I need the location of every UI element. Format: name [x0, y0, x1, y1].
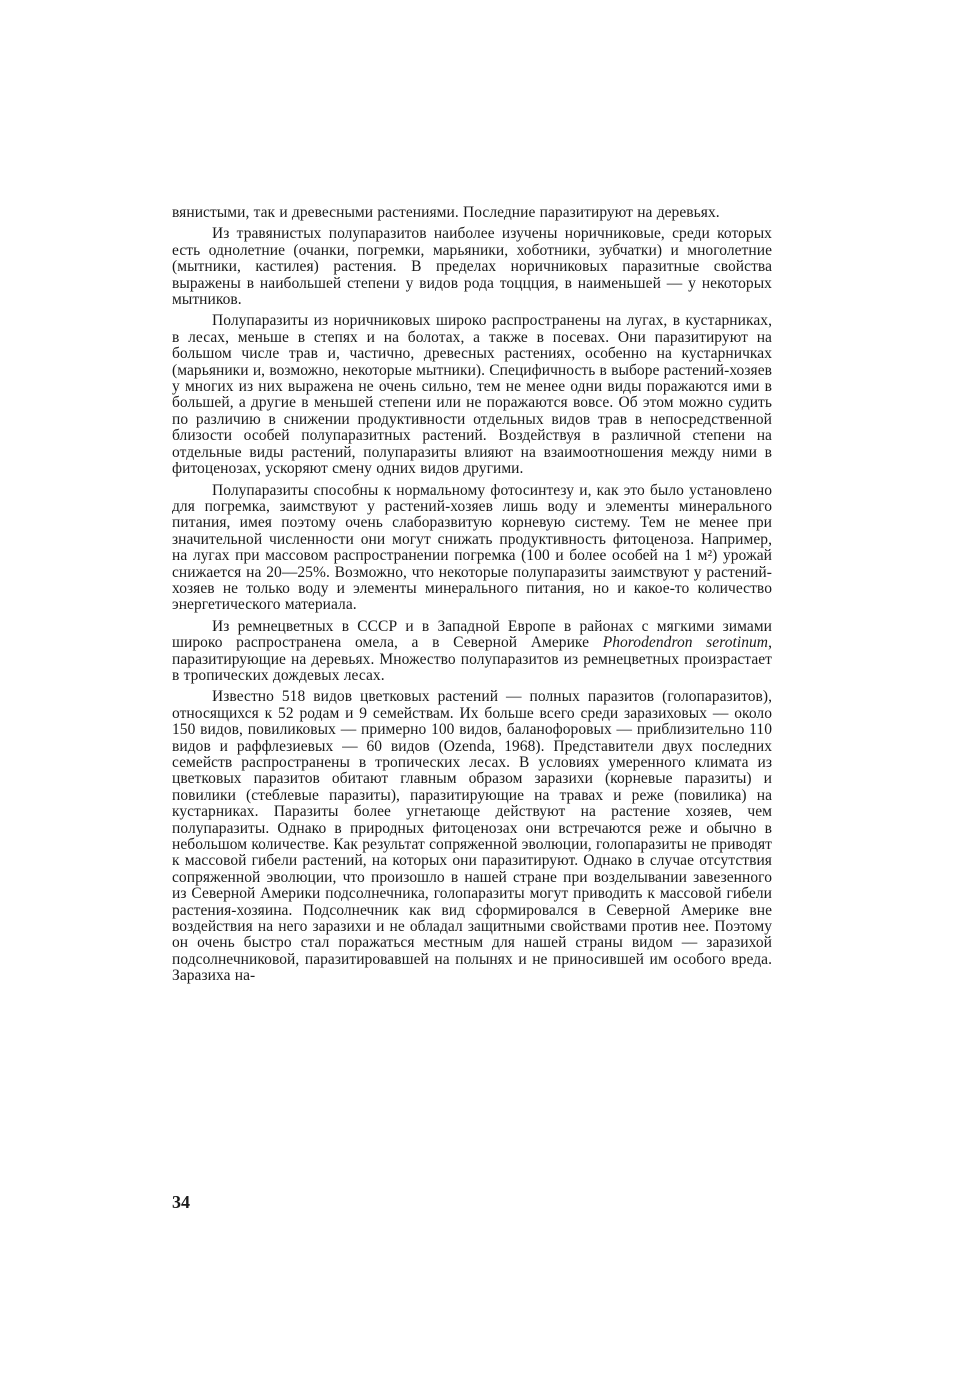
- paragraph-5: [172, 619, 772, 685]
- paragraph-1: вянистыми, так и древесными растениями. Последние паразитируют на деревьях.: [172, 204, 720, 221]
- paragraph-2: Из травянистых полупаразитов наиболее изучены норичниковые, среди которых есть однолетние (очанки, погремки, марьяники, хоботники, зубчатки) и многолетние (мытники, кастилея) растения. В пределах норичниковых паразитные свойства выражены в наибольшей степени у видов рода тоццция, в наименьшей — у некоторых мытников.: [172, 225, 772, 309]
- paragraph-4: Полупаразиты способны к нормальному фотосинтезу и, как это было установлено для погремка, заимствуют у растений-хозяев лишь воду и элементы минерального питания, имея поэтому очень слаборазвитую корневую систему. Тем не менее при значительной численности они могут снижать продуктивность фитоценоза. Например, на лугах при массовом распространении погремка (100 и более особей на 1 м²) урожай снижается на 20—25%. Возможно, что некоторые полупаразиты заимствуют у растений-хозяев не только воду и элементы минерального питания, но и какое-то количество энергетического материала.: [172, 481, 772, 614]
- paragraph-5-text-before: Из ремнецветных в СССР и в Западной Европе в районах с мягкими зимами широко распространена омела, а в Северной Америке: [172, 617, 772, 652]
- paragraph-6: Известно 518 видов цветковых растений — полных паразитов (голопаразитов), относящихся к 52 родам и 9 семействам. Их больше всего среди заразиховых — около 150 видов, повиликовых — примерно 100 видов, баланофоровых — приблизительно 110 видов и раффлезиевых — 60 видов (Ozenda, 1968). Представители двух последних семейств распространены в тропических лесах. В условиях умеренного климата из цветковых паразитов обитают главным образом заразихи (корневые паразиты) и повилики (стеблевые паразиты), паразитирующие на травах и реже (повилика) на кустарниках. Паразиты более угнетающе действуют на растение хозяев, чем полупаразиты. Однако в природных фитоценозах они встречаются реже и обычно в небольшом количестве. Как результат сопряженной эволюции, голопаразиты не приводят к массовой гибели растений, на которых они паразитируют. Однако в случае отсутствия сопряженной эволюции, что произошло в нашей стране при возделывании завезенного из Северной Америки подсолнечника, голопаразиты могут приводить к массовой гибели растения-хозяина. Подсолнечник как вид сформировался в Северной Америке вне воздействия на него заразихи и не обладал защитными свойствами против нее. Поэтому он очень быстро стал поражаться местным для нашей страны видом — заразихой подсолнечниковой, паразитировавшей на полынях и не приносившей им особого вреда. Заразиха на-: [172, 688, 772, 985]
- page-body: [172, 205, 772, 990]
- page-number: 34: [172, 1192, 190, 1212]
- paragraph-5-text-after: , паразитирующие на деревьях. Множество полупаразитов из ремнецветных произрастает в тропических дождевых лесах.: [172, 634, 772, 684]
- paragraph-3: Полупаразиты из норичниковых широко распространены на лугах, в кустарниках, в лесах, меньше в степях и на болотах, а также в посевах. Они паразитируют на большом числе трав и, частично, древесных растениях, особенно на кустарничках (марьяники и, возможно, некоторые мытники). Специфичность в выборе растений-хозяев у многих из них выражена не очень сильно, тем не менее одни виды поражаются ими в большей, а другие в меньшей степени или не поражаются вовсе. Об этом можно судить по различию в снижении продуктивности отдельных видов трав в непосредственной близости особей полупаразитных растений. Воздействуя в различной степени на отдельные виды растений, полупаразиты влияют на взаимоотношения между ними в фитоценозах, ускоряют смену одних видов другими.: [172, 312, 772, 478]
- latin-species-name: Phorodendron serotinum: [602, 634, 769, 652]
